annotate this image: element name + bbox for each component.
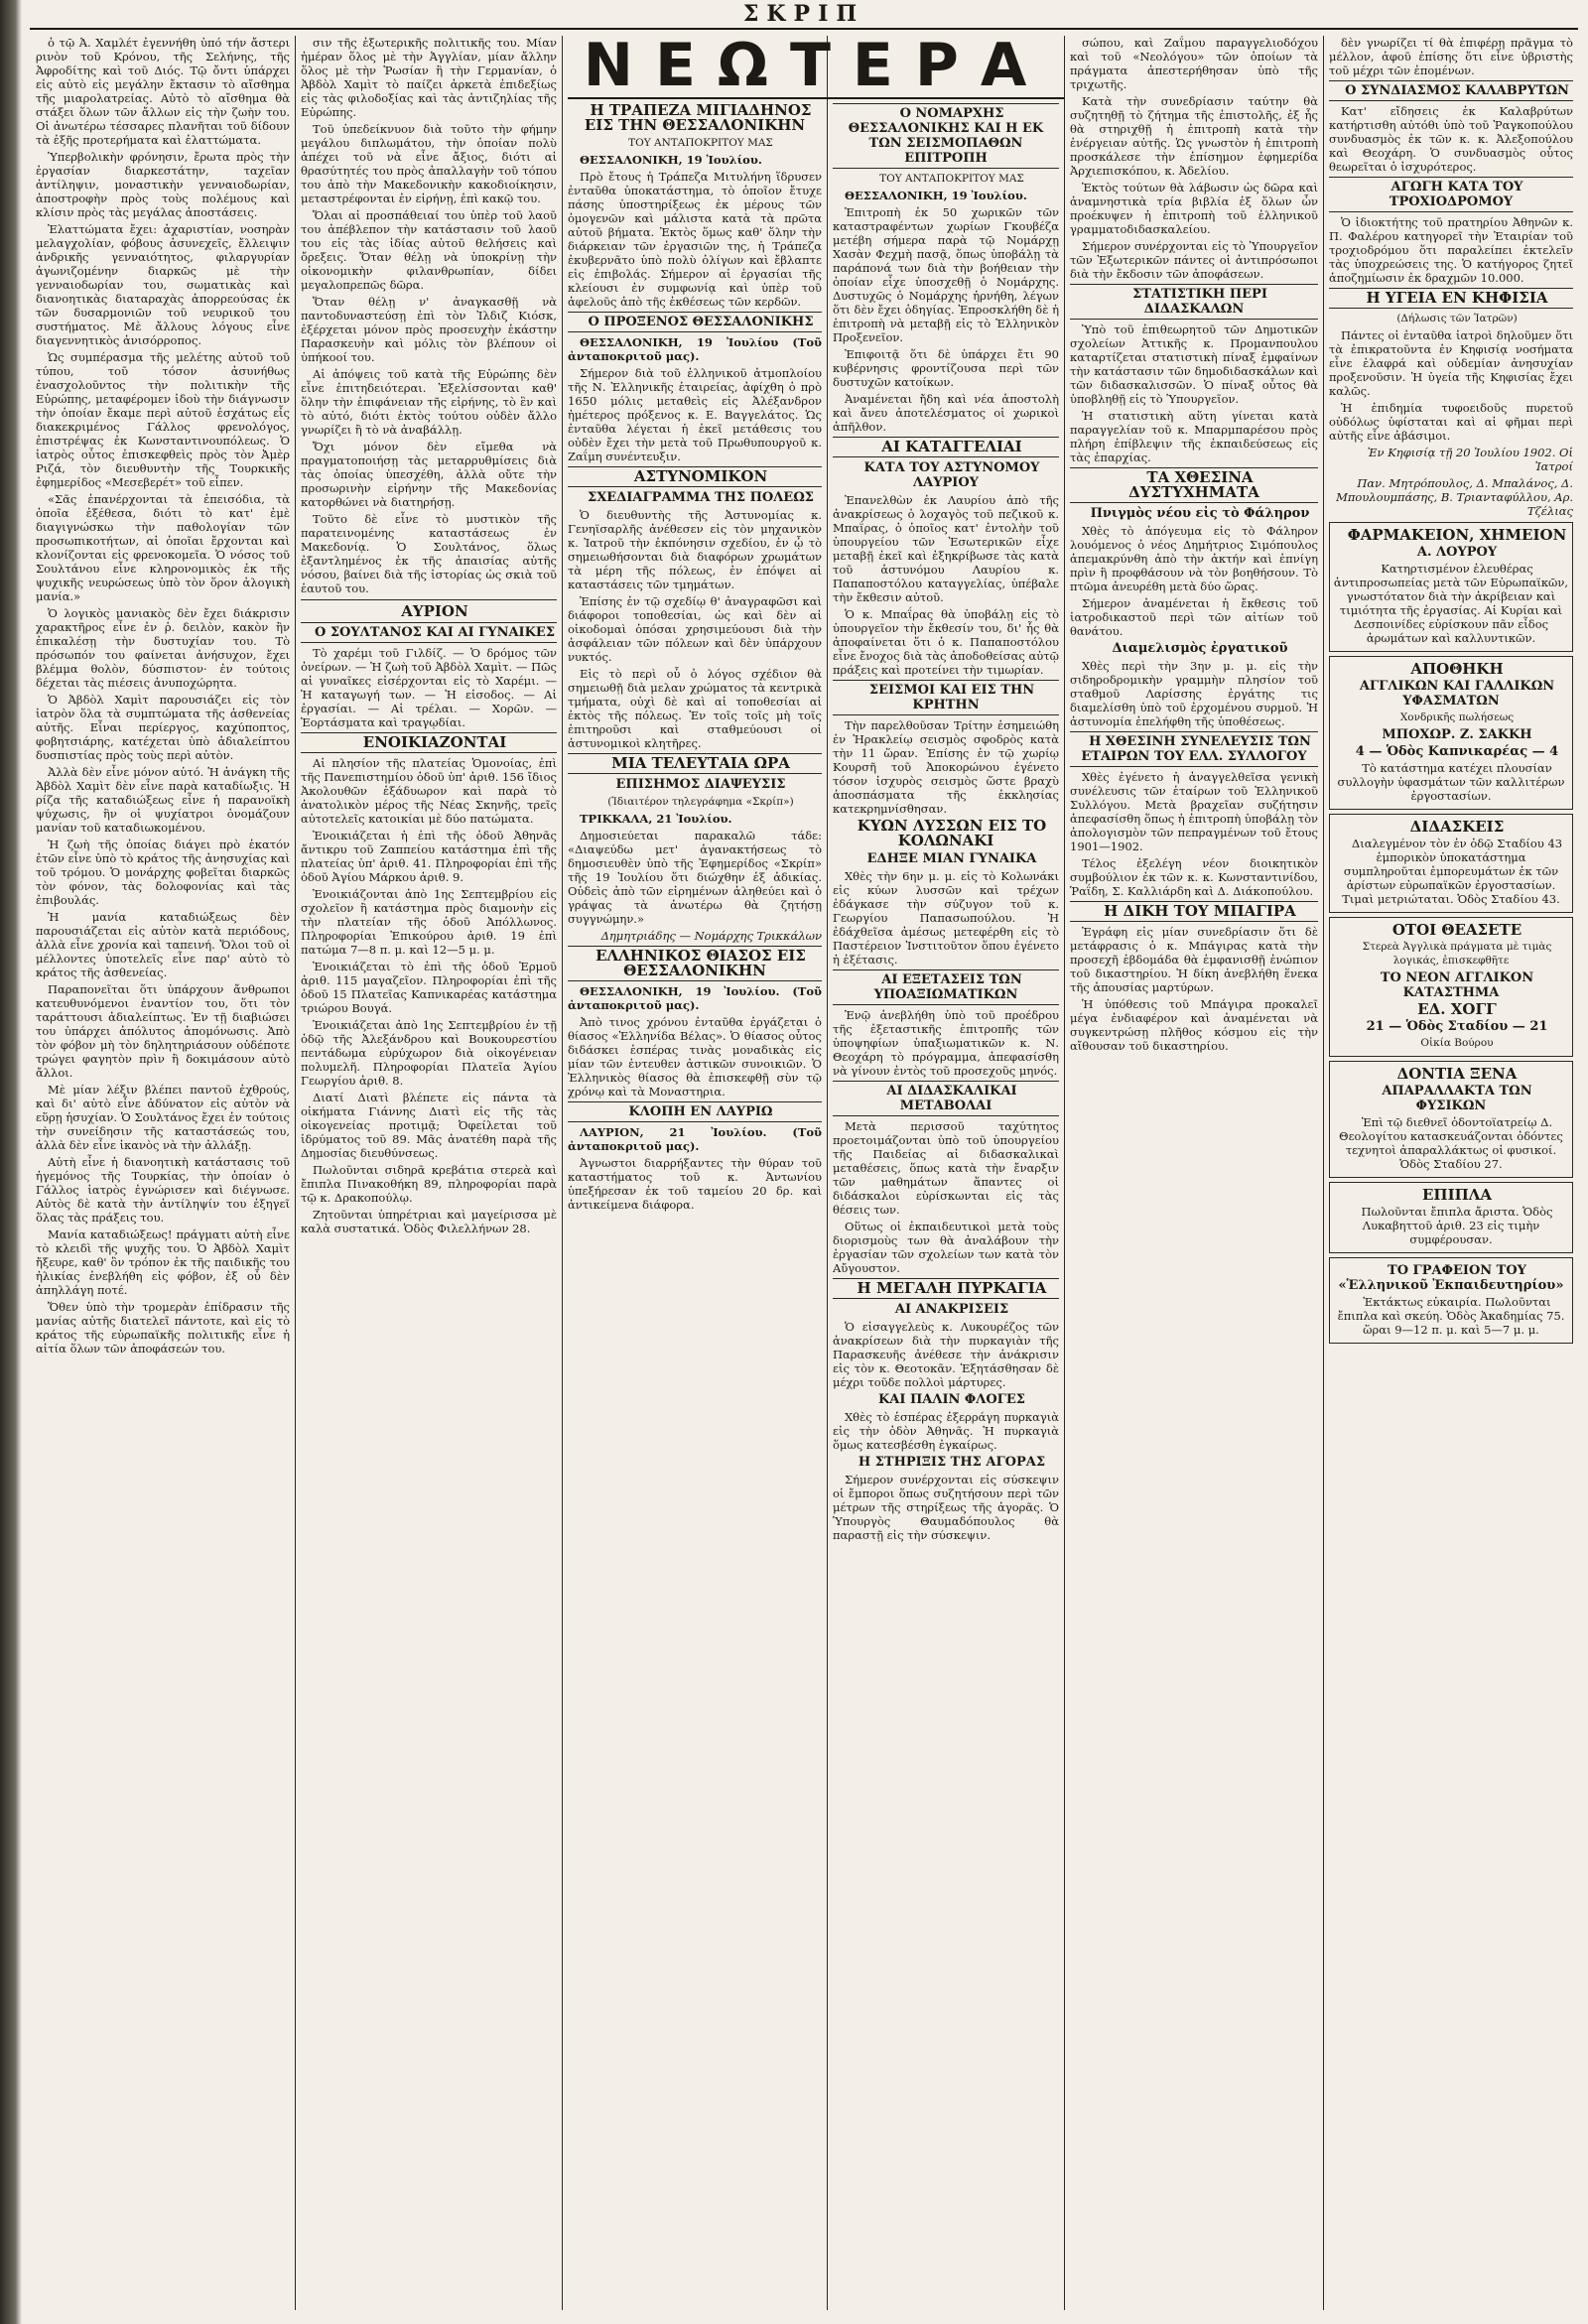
article-headline: Ο ΠΡΟΞΕΝΟΣ ΘΕΣΣΑΛΟΝΙΚΗΣ [568,312,822,332]
paragraph: Τὴν παρελθοῦσαν Τρίτην ἐσημειώθη ἐν Ἡρακλείῳ σεισμὸς σφοδρὸς κατὰ τὴν 11 ὥραν. Ἐπίσης ἐν τῷ χωρίῳ Κουρσῆ τοῦ Ἀποκορώνου ἐγένετο τόσον ἰσχυρὸς σεισμὸς ὥστε βραχὺ ἀποσπάσματα τῆς ἐκκλησίας κατεκρημνίσθησαν. [833,718,1059,816]
classified-ad: Ζητοῦνται ὑπηρέτριαι καὶ μαγείρισσα μὲ καλὰ συστατικά. Ὁδὸς Φιλελλήνων 28. [301,1208,557,1235]
paragraph: Χθὲς περὶ τὴν 3ην μ. μ. εἰς τὴν σιδηροδρομικὴν γραμμὴν πλησίον τοῦ σταθμοῦ Λαρίσσης ἐργάτης τις διαμελίσθη ὑπὸ τοῦ ἐρχομένου συρμοῦ. Ἡ ἀστυνομία ἐπελήφθη τῆς ὑποθέσεως. [1070,659,1318,728]
paragraph: Χθὲς τὸ ἀπόγευμα εἰς τὸ Φάληρον λουόμενος ὁ νέος Δημήτριος Σιμόπουλος ἀπεμακρύνθη ἀπὸ τὴν ἀκτήν καὶ ἐπνίγη πρὶν ἢ προφθάσουν νὰ τὸν βοηθήσουν. Τὸ πτῶμα ἀνευρέθη μετὰ δύο ὥρας. [1070,524,1318,593]
paragraph: Ἡ ὑπόθεσις τοῦ Μπάγιρα προκαλεῖ μέγα ἐνδιαφέρον καὶ ἀναμένεται νὰ συγκεντρώσῃ πλῆθος κόσμου εἰς τὴν αἴθουσαν τοῦ δικαστηρίου. [1070,997,1318,1053]
section-banner: ΝΕΩΤΕΡΑ [568,34,1064,99]
paragraph: Ἐπιτροπὴ ἐκ 50 χωρικῶν τῶν καταστραφέντων χωρίων Γκουβέζα μετέβη σήμερα παρὰ τῷ Νομάρχῃ Χασὰν Φεχμὴ πασᾷ, ὅπως ὑποβάλῃ τὰ παράπονά των διὰ τὴν βοήθειαν τὴν ὁποίαν εἶχε ὑποσχεθῇ ὁ Νομάρχης. Δυστυχῶς ὁ Νομάρχης ἠρνήθη, λέγων ὅτι δὲν ἔχει ὁδηγίας. Ἐπροσκλήθη δὲ ἡ ἐπιτροπὴ νὰ μεταβῇ εἰς τὸ Ἑλληνικὸν Προξενεῖον. [833,205,1059,344]
paragraph: σώπου, καὶ Ζαΐμου παραγγελιοδόχου καὶ τοῦ «Νεολόγου» τῶν ὁποίων τὰ πράγματα ἀπεστερήθησαν ὑπὸ τῆς τριχωτῆς. [1070,36,1318,91]
paragraph: Κατὰ τὴν συνεδρίασιν ταύτην θὰ συζητηθῇ τὸ ζήτημα τῆς ἐπιστολῆς, ἐξ ἧς θὰ στηριχθῇ ἡ ἐπιτροπὴ κατὰ τὴν ἐνέργειαν αὐτῆς. Ὡς γνωστὸν ἡ ἐπιτροπὴ προσκάλεσε τὴν ἐπίσημον ἐφημερίδα Ἀρχιεπισκόπου, κ. Ἀδελίου. [1070,94,1318,178]
advertisement-warehouse [1329,656,1573,810]
ad-name: ΜΠΟΧΩΡ. Ζ. ΣΑΚΚΗ [1382,727,1532,742]
paragraph: Ἐκτὸς τούτων θὰ λάβωσιν ὡς δῶρα καὶ ἀναμνηστικὰ τρία βιβλία ἐξ ὅλων ὧν προέκυψεν ἡ ἐπιτροπὴ τοῦ ἑλληνικοῦ γραμματοδιδασκαλείου. [1070,181,1318,236]
column-rule [295,36,296,2310]
article-headline: Η ΜΕΓΑΛΗ ΠΥΡΚΑΓΙΑ [833,1278,1059,1299]
paragraph: Κατ' εἴδησεις ἐκ Καλαβρύτων κατήρτισθη αὐτόθι ὑπὸ τοῦ Ῥαγκοπούλου συνδυασμὸς ἐκ τῶν κ. κ. Ἀλεξοπούλου καὶ Θεοχάρη. Ὁ συνδυασμὸς οὗτος θεωρεῖται ὁ ἰσχυρότερος. [1329,104,1573,174]
ad-text: Διαλεγμένον τὸν ἐν ὁδῷ Σταδίου 43 ἐμπορικὸν ὑποκατάστημα συμπληροῦται ἐμπορευμάτων ἐκ τῶν ἀρίστων εὐρωπαϊκῶν ἐργοστασίων. Τιμαὶ μετριώταται. Ὁδὸς Σταδίου 43. [1342,837,1563,906]
article-subheadline: (Δήλωσις τῶν Ἰατρῶν) [1396,313,1518,324]
paragraph: Πρὸ ἔτους ἡ Τράπεζα Μιτυλήνη ἵδρυσεν ἐνταῦθα ὑποκατάστημα, τὸ ὁποῖον ἔτυχε πάσης ὑποστηρίξεως ἐκ μέρους τῶν ὁμογενῶν καὶ μάλιστα κατὰ τὰ πρῶτα αὐτοῦ βήματα. Ἐκτὸς ὅμως καθ' ὅλην τὴν διάρκειαν τῶν ἐργασιῶν της, ἡ Τράπεζα ἐκυβερνᾶτο ὑπὸ πολὺ ὀλίγων καὶ ἔβλαπτε εἰς ἐπιβολάς. Σήμερον αἱ ἐργασίαι τῆς κλείουσι ἐν συμφωνίᾳ καὶ ὑπὲρ τοῦ ἀφελοῦς ἀπὸ τῆς ἐκθέσεως τῶν κερδῶν. [568,170,822,309]
paragraph: Εἰς τὸ περὶ οὗ ὁ λόγος σχέδιον θὰ σημειωθῇ διὰ μελαν χρώματος τὰ κεντρικὰ τμήματα, οὐχὶ δὲ καὶ αἱ τοποθεσίαι αἱ ἐκτὸς τῆς πόλεως. Ἐν τοῖς τοῖς μὴ τοῖς ἐπιτηροῦσι καὶ σταθμεύουσι οἱ ἀστυνομικοὶ κλητῆρες. [568,667,822,750]
ad-line: Οἰκία Βούρου [1420,1037,1494,1049]
column-4 [833,103,1059,2310]
article-byline: ΤΟΥ ΑΝΤΑΠΟΚΡΙΤΟΥ ΜΑΣ [628,137,773,149]
ad-text: Στερεὰ Ἀγγλικὰ πράγματα μὲ τιμὰς λογικάς, ἐπισκεφθῆτε [1362,941,1552,967]
paragraph: Ἀπὸ τινος χρόνου ἐνταῦθα ἐργάζεται ὁ θίασος «Ἑλληνίδα Βέλας». Ὁ θίασος οὗτος διδάσκει ἑσπέρας τινὰς μοναδικὰς εἰς μίαν τῶν ἐντευθεν ἀστικῶν συνοικιῶν. Ὁ Ἑλληνικὸς θίασος θὰ ἐπισκεφθῇ σὺν τῷ χρόνῳ καὶ τὰ Μοναστηρια. [568,1015,822,1098]
signature: Ἐν Κηφισίᾳ τῇ 20 Ἰουλίου 1902. Οἱ Ἰατροί [1367,446,1573,473]
ad-text: Κατηρτισμένον ἐλευθέρας ἀντιπροσωπείας μετὰ τῶν Εὐρωπαϊκῶν, γνωστότατον διὰ τὴν ἀκρίβειαν καὶ τιμιότητα τῆς ἐργασίας. Αἱ Κυρίαι καὶ Δεσποινίδες εὑρίσκουν πᾶν εἶδος ἀρωμάτων καὶ καλλυντικῶν. [1333,562,1569,645]
article-subheadline: Ο ΣΟΥΛΤΑΝΟΣ ΚΑΙ ΑΙ ΓΥΝΑΙΚΕΣ [301,622,557,643]
page-edge-shadow [0,0,22,2324]
article-headline: ΑΙ ΚΑΤΑΓΓΕΛΙΑΙ [833,437,1059,457]
article-headline: ΑΙ ΔΙΔΑΣΚΑΛΙΚΑΙ ΜΕΤΑΒΟΛΑΙ [833,1081,1059,1116]
article-headline: ΤΑ ΧΘΕΣΙΝΑ ΔΥΣΤΥΧΗΜΑΤΑ [1070,467,1318,503]
column-3 [568,103,822,2310]
dateline: ΘΕΣΣΑΛΟΝΙΚΗ, 19 Ἰουλίου (Τοῦ ἀνταποκριτοῦ μας). [568,335,822,363]
classified-ad: Ἐνοικιάζονται ἀπὸ 1ης Σεπτεμβρίου εἰς σχολεῖον ἢ κατάστημα πρὸς διαμονὴν εἰς τὴν πλατείαν τῆς ὁδοῦ Ἀπόλλωνος. Πληροφορίαι Ἐπικούρου ἀριθ. 19 ἐπὶ πατώμα 7—8 π. μ. καὶ 12—5 μ. μ. [301,887,557,957]
paragraph: Ἡ στατιστικὴ αὕτη γίνεται κατὰ παραγγελίαν τοῦ κ. Μπαρμπαρέσου πρὸς πλήρη ἐπίβλεψιν τῆς ἐκπαιδεύσεως εἰς τὰς ἐπαρχίας. [1070,409,1318,464]
paragraph: Τοῦτο δὲ εἶνε τὸ μυστικὸν τῆς παρατεινομένης καταστάσεως ἐν Μακεδονίᾳ. Ὁ Σουλτάνος, ὅλως ἐξαντλημένος ἐκ τῆς ἀπαισίας αὐτῆς νόσου, βαίνει διὰ τῆς ἱστορίας ὡς σκιὰ τοῦ ἑαυτοῦ του. [301,512,557,595]
ad-name: ΤΟ ΝΕΟΝ ΑΓΓΛΙΚΟΝ ΚΑΤΑΣΤΗΜΑ [1380,970,1534,1000]
paragraph: Αὐτὴ εἶνε ἡ διανοητικὴ κατάστασις τοῦ ἡγεμόνος τῆς Τουρκίας, τὴν ὁποίαν ὁ Γάλλος ἰατρὸς ἐγνώρισεν καὶ διέγνωσε. Αὐτὸς δὲ κατὰ τὴν ἀντίληψίν του ἐξηγεῖ ὅλας τὰς πράξεις του. [36,1155,290,1225]
article-subheadline: ΚΑΙ ΠΑΛΙΝ ΦΛΟΓΕΣ [878,1392,1025,1407]
advertisement-furniture [1329,1182,1573,1253]
ad-text: Πωλοῦνται ἔπιπλα ἄριστα. Ὁδὸς Λυκαβηττοῦ ἀριθ. 23 εἰς τιμὴν συμφέρουσαν. [1361,1205,1553,1246]
article-headline: ΜΙΑ ΤΕΛΕΥΤΑΙΑ ΩΡΑ [568,753,822,774]
article-headline: ΕΛΛΗΝΙΚΟΣ ΘΙΑΣΟΣ ΕΙΣ ΘΕΣΣΑΛΟΝΙΚΗΝ [568,946,822,981]
column-rule [1323,36,1324,2310]
article-headline: ΚΥΩΝ ΛΥΣΣΩΝ ΕΙΣ ΤΟ ΚΟΛΩΝΑΚΙ [857,817,1047,849]
dateline: ΛΑΥΡΙΟΝ, 21 Ἰουλίου. (Τοῦ ἀνταποκριτοῦ μας). [568,1125,822,1153]
paragraph: Ἀναμένεται ἤδη καὶ νέα ἀποστολὴ καὶ ἄνευ ἀποτελέσματος οἱ χωρικοὶ ἀπῆλθον. [833,392,1059,434]
paragraph: Μετὰ περισσοῦ ταχύτητος προετοιμάζονται ὑπὸ τοῦ ὑπουργείου τῆς Παιδείας αἱ διδασκαλικαὶ μεταθέσεις, ὅπως κατὰ τὴν ἔναρξιν τῶν μαθημάτων ἅπαντες οἱ διδάσκαλοι εὑρίσκωνται εἰς τὰς θέσεις των. [833,1119,1059,1217]
article-subheadline: ΕΔΗΞΕ ΜΙΑΝ ΓΥΝΑΙΚΑ [866,851,1037,866]
article-headline: ΣΤΑΤΙΣΤΙΚΗ ΠΕΡΙ ΔΙΔΑΣΚΑΛΩΝ [1070,284,1318,320]
paragraph: Τὸ χαρέμι τοῦ Γιλδίζ. — Ὁ δρόμος τῶν ὀνείρων. — Ἡ ζωὴ τοῦ Ἀβδὸλ Χαμὶτ. — Πῶς αἱ γυναῖκες εἰσέρχονται εἰς τὸ Χαρέμι. — Ἡ καταγωγή των. — Ἡ εἰσοδος. — Αἱ ἐργασίαι. — Αἱ τρέλαι. — Χορῶν. — Ἑορτάσματα καὶ τραγῳδίαι. [301,646,557,729]
paragraph: Ἐγράφη εἰς μίαν συνεδρίασιν ὅτι δὲ μετάφρασις ὁ κ. Μπάγιρας κατὰ τὴν προσεχῆ ἑβδομάδα θὰ ἐμφανισθῇ ἐνώπιον τοῦ δικαστηρίου. Ἡ δίκη ἀνεβλήθη ἕνεκα τῆς ἀπουσίας μαρτύρων. [1070,925,1318,994]
classified-ad: Αἱ πλησίον τῆς πλατείας Ὁμονοίας, ἐπὶ τῆς Πανεπιστημίου ὁδοῦ ὑπ' ἀριθ. 156 ἴδιος Ἀκολουθῶν ἑξάδυωρον καὶ παρὰ τὸ ἀνατολικὸν μέρος τῆς Νέας Σκηνῆς, τρεῖς αὐτοτελεῖς κατοικίαι μὲ δύο πατώματα. [301,756,557,826]
paragraph: Ὑπὸ τοῦ ἐπιθεωρητοῦ τῶν Δημοτικῶν σχολείων Ἀττικῆς κ. Προμανπουλου καταρτίζεται στατιστικὴ πίναξ ἐμφαίνων τὴν κατάστασιν τῶν δημοδιδασκάλων καὶ τῶν διδασκαλισσῶν. Ὁ πίναξ οὗτος θὰ ὑποβληθῇ εἰς τὸ Ὑπουργεῖον. [1070,323,1318,406]
article-headline: ΑΓΩΓΗ ΚΑΤΑ ΤΟΥ ΤΡΟΧΙΟΔΡΟΜΟΥ [1329,177,1573,212]
ad-owner: ΕΔ. ΧΟΓΓ [1417,1000,1497,1018]
article-byline: ΤΟΥ ΑΝΤΑΠΟΚΡΙΤΟΥ ΜΑΣ [879,173,1024,185]
ad-line: Χονδρικῆς πωλήσεως [1399,711,1515,723]
article-headline: Ο ΝΟΜΑΡΧΗΣ ΘΕΣΣΑΛΟΝΙΚΗΣ ΚΑΙ Η ΕΚ ΤΩΝ ΣΕΙΣΜΟΠΑΘΩΝ ΕΠΙΤΡΟΠΗ [833,103,1059,169]
paragraph: Τέλος ἐξελέγη νέον διοικητικὸν συμβούλιον ἐκ τῶν κ. κ. Κωνσταντινίδου, Ῥαΐδη, Σ. Καλλιάρδη καὶ Δ. Διάκοπούλου. [1070,856,1318,898]
article-subheadline: ΣΧΕΔΙΑΓΡΑΜΜΑ ΤΗΣ ΠΟΛΕΩΣ [588,490,814,505]
paragraph: Ἡ ἐπιδημία τυφοειδοῦς πυρετοῦ οὐδόλως ὑφίσταται καὶ αἱ φῆμαι περὶ αὐτῆς εἶνε ἀβάσιμοι. [1329,401,1573,443]
paragraph: Χθὲς τὸ ἑσπέρας ἐξερράγη πυρκαγιὰ εἰς τὴν ὁδὸν Ἀθηνᾶς. Ἡ πυρκαγιὰ ὅμως κατεσβέσθη ἐγκαίρως. [833,1410,1059,1452]
signature: Δημητριάδης — Νομάρχης Τρικκάλων [600,929,822,943]
paragraph: Ὅταν θέλῃ ν' ἀναγκασθῇ νὰ παντοδυναστεύσῃ ἐπὶ τὸν Ἰλδιζ Κιόσκ, ἐξέρχεται μόνον πρὸς προσευχὴν ἑκάστην Παρασκευὴν καὶ μόλις τὸν βλέπουν οἱ ὑπήκοοί του. [301,295,557,364]
article-headline: Η ΥΓΕΙΑ ΕΝ ΚΗΦΙΣΙΑ [1329,288,1573,309]
paragraph: Ἐπανελθὼν ἐκ Λαυρίου ἀπὸ τῆς ἀνακρίσεως ὁ λοχαγὸς τοῦ πεζικοῦ κ. Μπαΐρας, ὁ ὁποῖος κατ' ἐντολὴν τοῦ ὑπουργείου τῶν Ἐσωτερικῶν εἶχε μεταβῇ ἐκεῖ καὶ ἐξηκρίβωσε τὰς κατὰ τοῦ ἀστυνόμου Λαυρίου κ. Παπαποστόλου καταγγελίας, ὑπέβαλε τὴν ἔκθεσιν αὐτοῦ. [833,493,1059,604]
paragraph: Ἐλαττώματα ἔχει: ἀχαριστίαν, νοσηρὰν μελαγχολίαν, φόβους ἀσυνεχεῖς, ἔλλειψιν ἀνδρικῆς γενναιότητος, φιλαργυρίαν ἀγωνιζομένην διαρκῶς μὲ τὴν γενναιοδωρίαν του, σωματικὰς καὶ διανοητικὰς διαταραχὰς ἀπορρεούσας ἐκ τῶν δυσαρμονιῶν τοῦ νευρικοῦ του συστήματος. Μὲ ἄλλους λόγους εἶνε διαγεννητικὸς ἀνισόρροπος. [36,222,290,347]
paragraph: δὲν γνωρίζει τί θὰ ἐπιφέρῃ πρᾶγμα τὸ μέλλον, ἀφοῦ ἐπίσης ὅτι εἶνε ὑβριστὴς τοῦ μέχρι τῶν ἐπομένων. [1329,36,1573,77]
paragraph: Ὄχι μόνον δὲν εἴμεθα νὰ πραγματοποιήσῃ τὰς μεταρρυθμίσεις διὰ τὰς ὁποίας ὑπεσχέθη, ἀλλὰ οὔτε τὴν προσωρινὴν εἰρήνην τῆς Μακεδονίας κατορθώνει νὰ διατηρήσῃ. [301,440,557,509]
paragraph: Χθὲς τὴν 6ην μ. μ. εἰς τὸ Κολωνάκι εἰς κύων λυσσῶν καὶ τρέχων ἐδάγκασε τὴν σύζυγον τοῦ κ. Γεωργίου Παπασωπούλου. Ἡ ἐδάχθεῖσα ἀμέσως μετεφέρθη εἰς τὸ Παστέρειον Ἰνστιτοῦτον ὅπου ἐγένετο ἡ ἐξέτασις. [833,869,1059,967]
paragraph: σιν τῆς ἐξωτερικῆς πολιτικῆς του. Μίαν ἡμέραν ὅλος μὲ τὴν Ἀγγλίαν, μίαν ἄλλην ὅλος μὲ τὴν Ῥωσίαν ἢ τὴν Γερμανίαν, ὁ Ἀβδὸλ Χαμὶτ τὸ παίζει ἀρκετὰ ἐπιδεξίως εἰς τὰς φιλοδοξίας καὶ τὰς ἀντιζηλίας τῆς Εὐρώπης. [301,36,557,119]
paragraph: Ἀλλὰ δὲν εἶνε μόνον αὐτό. Ἡ ἀνάγκη τῆς Ἀβδὸλ Χαμὶτ δὲν εἶνε παρὰ καταδίωξις. Ἡ ρίζα τῆς καταδιώξεως εἶνε ἡ παρανοϊκὴ ψύχωσις, ἣν οἱ ψυχίατροι ὀνομάζουν μανίαν τοῦ καταδιωκομένου. [36,765,290,835]
article-subheadline: ΚΑΤΑ ΤΟΥ ΑΣΤΥΝΟΜΟΥ ΛΑΥΡΙΟΥ [863,460,1040,490]
article-subheadline: ΕΠΙΣΗΜΟΣ ΔΙΑΨΕΥΣΙΣ [615,777,786,792]
classified-ad: Διατί Διατὶ βλέπετε εἰς πάντα τὰ οἰκήματα Γιάννης Διατὶ εἰς τῆς τὰς οἰκογενείας προτιμᾷ; Ὀφείλεται τοῦ ἱδρύματος τοῦ 89. Μᾶς ἀνατέθη παρὰ τῆς Δημοσίας διευθύνσεως. [301,1091,557,1160]
column-rule [1064,36,1065,2310]
ad-title: ΔΙΔΑΣΚΕΙΣ [1409,818,1505,836]
paragraph: Χθὲς ἐγένετο ἡ ἀναγγελθεῖσα γενικὴ συνέλευσις τῶν ἑταίρων τοῦ Ἑλληνικοῦ Συλλόγου. Μετὰ βραχεῖαν συζήτησιν ἀπεφασίσθη ὅπως ἡ ἐπιτροπὴ ὑποβάλῃ τὸν ἀπολογισμὸν τῶν πεπραγμένων τοῦ ἔτους 1901—1902. [1070,770,1318,853]
ad-title: ΔΟΝΤΙΑ ΞΕΝΑ [1396,1065,1518,1083]
ad-subtitle: ΑΠΑΡΑΛΛΑΚΤΑ ΤΩΝ ΦΥΣΙΚΩΝ [1382,1084,1532,1113]
ad-title: ΑΠΟΘΗΚΗ [1410,660,1504,678]
advertisement-pharmacy [1329,522,1573,652]
classified-ad: Ἐνοικιάζεται ἡ ἐπὶ τῆς ὁδοῦ Ἀθηνᾶς ἄντικρυ τοῦ Ζαππείου κατάστημα ἐπὶ τῆς πλατείας ὑπ' ἀριθ. 41. Πληροφορίαι ἐπὶ τῆς ὁδοῦ Ἀγίου Μάρκου ἀριθ. 9. [301,829,557,884]
classified-ad: Πωλοῦνται σιδηρᾶ κρεβάτια στερεὰ καὶ ἔπιπλα Πινακοθήκη 89, πληροφορίαι παρὰ τῷ κ. Δρακοπούλῳ. [301,1163,557,1205]
ad-title: ΕΠΙΠΛΑ [1421,1186,1493,1204]
advertisement-dentist [1329,1061,1573,1178]
divider [301,599,557,600]
paragraph: Ἀγνωστοι διαρρήξαντες τὴν θύραν τοῦ καταστήματος τοῦ κ. Ἀντωνίου ὑπεξήρεσαν ἐκ τοῦ ταμείου 20 δρ. καὶ ἀντικείμενα διάφορα. [568,1156,822,1212]
dateline: ΘΕΣΣΑΛΟΝΙΚΗ, 19 Ἰουλίου. [580,153,762,167]
paragraph: Ὁ κ. Μπαΐρας θὰ ὑποβάλῃ εἰς τὸ ὑπουργεῖον τὴν ἔκθεσίν του, δι' ἧς θὰ ἀποφαίνεται ὅτι ὁ κ. Παπαποστόλου εἶνε ἔνοχος διὰ τὰς ἀποδοθείσας αὐτῷ πράξεις καὶ προτείνει τὴν τιμωρίαν. [833,607,1059,677]
signature: Παν. Μητρόπουλος, Δ. Μπαλάνος, Δ. Μπουλουμπάσης, Β. Τριανταφύλλου, Αρ. Τζέλιας [1336,476,1573,518]
article-headline: Η ΧΘΕΣΙΝΗ ΣΥΝΕΛΕΥΣΙΣ ΤΩΝ ΕΤΑΙΡΩΝ ΤΟΥ ΕΛΛ. ΣΥΛΛΟΓΟΥ [1070,731,1318,767]
article-headline: ΑΣΤΥΝΟΜΙΚΟΝ [568,466,822,487]
paragraph: Σήμερον συνέρχονται εἰς τὸ Ὑπουργεῖον τῶν Ἐξωτερικῶν πάντες οἱ ἀντιπρόσωποι διὰ τὴν ἔκδοσιν τῶν ἀποφάσεων. [1070,239,1318,281]
article-headline: ΑΙ ΕΞΕΤΑΣΕΙΣ ΤΩΝ ΥΠΟΑΞΙΩΜΑΤΙΚΩΝ [833,969,1059,1005]
column-rule [562,36,563,2310]
article-headline: ΣΕΙΣΜΟΙ ΚΑΙ ΕΙΣ ΤΗΝ ΚΡΗΤΗΝ [833,680,1059,715]
column-rule [827,36,828,2310]
ad-title: ΤΟ ΓΡΑΦΕΙΟΝ ΤΟΥ «Ἑλληνικοῦ Ἐκπαιδευτηρίου» [1338,1263,1564,1293]
article-byline: (Ἰδιαιτέρον τηλεγράφημα «Σκρίπ») [607,796,794,808]
paragraph: Ἐπιφοιτᾷ ὅτι δὲ ὑπάρχει ἔτι 90 κυβέρνησις φροντίζουσα περὶ τῶν δυστυχῶν κατοίκων. [833,347,1059,389]
paragraph: Ὁ εἰσαγγελεὺς κ. Λυκουρέζος τῶν ἀνακρίσεων διὰ τὴν πυρκαγιὰν τῆς Παρασκευῆς ἀνέθεσε τὴν ἀνάκρισιν εἰς τὸν κ. Θεοτοκᾶν. Ἐξητάσθησαν δὲ μέχρι τοῦδε πολλοὶ μάρτυρες. [833,1320,1059,1389]
paragraph: Ἡ ζωὴ τῆς ὁποίας διάγει πρὸ ἑκατόν ἐτῶν εἶνε ὑπὸ τὸ κράτος τῆς ἀνησυχίας καὶ τοῦ τρόμου. Ὁ μονάρχης φοβεῖται διαρκῶς τὸν φόνον, τὰς δολοφονίας καὶ τὰς ἐπιβουλάς. [36,838,290,907]
paragraph: Ὁ διευθυντὴς τῆς Ἀστυνομίας κ. Γενηϊσαρλῆς ἀνέθεσεν εἰς τὸν μηχανικὸν κ. Ἰατροῦ τὴν ἐκπόνησιν σχεδίου, ἐν ᾧ τὸ σημειωθήσονται διὰ διαφόρων χρωμάτων τὰ μέρη τῆς πόλεως, ἐν ἐπόψει αἱ καταστάσεις τῶν τμημάτων. [568,508,822,591]
paragraph: Ἐνῷ ἀνεβλήθη ὑπὸ τοῦ προέδρου τῆς ἐξεταστικῆς ἐπιτροπῆς τῶν ὑποψηφίων ὑπαξιωματικῶν κ. Ν. Θεοχάρη τὸ πρόγραμμα, ἀπεφασίσθη νὰ γίνουν ἐντὸς τοῦ προσεχοῦς μηνός. [833,1008,1059,1078]
article-subheadline: Η ΣΤΗΡΙΞΙΣ ΤΗΣ ΑΓΟΡΑΣ [858,1455,1046,1470]
ad-address: 4 — Ὁδὸς Καπνικαρέας — 4 [1355,744,1559,759]
advertisement-notice [1329,814,1573,913]
paragraph: Οὕτως οἱ ἐκπαιδευτικοὶ μετὰ τοὺς διορισμοὺς των θὰ ἀναλάβουν τὴν ἐργασίαν τῶν σχολείων των κατὰ τὸν Αὔγουστον. [833,1220,1059,1275]
dateline: ΘΕΣΣΑΛΟΝΙΚΗ, 19 Ἰουλίου. [845,189,1027,202]
paragraph: Ὁ ἰδιοκτήτης τοῦ πρατηρίου Ἀθηνῶν κ. Π. Φαλέρου κατηγορεῖ τὴν Ἑταιρίαν τοῦ τροχιοδρόμου ὅτι παραλείπει ἐκτελεῖν τὰς ὑποχρεώσεις της. Ὁ κατήγορος ζητεῖ ἀποζημίωσιν ἐκ δραχμῶν 10.000. [1329,215,1573,285]
classified-ad: Ἐνοικιάζεται ἀπὸ 1ης Σεπτεμβρίου ἐν τῇ ὁδῷ τῆς Ἀλεξάνδρου καὶ Βουκουρεστίου πεντάδωμα εὐρύχωρον διὰ οἰκογένειαν πολυμελῆ. Πληροφορίαι Πλατεῖα Ἁγίου Γεωργίου ἀριθ. 8. [301,1018,557,1088]
paragraph: Σήμερον συνέρχονται εἰς σύσκεψιν οἱ ἔμποροι ὅπως συζητήσουν περὶ τῶν μέτρων τῆς στηρίξεως τῆς ἀγορᾶς. Ὁ Ὑπουργὸς Θαυμαδόπουλος θὰ παραστῇ εἰς τὴν σύσκεψιν. [833,1473,1059,1542]
paragraph: Ὅλαι αἱ προσπάθειαί του ὑπὲρ τοῦ λαοῦ του ἀπέβλεπον τὴν κατάστασιν τοῦ λαοῦ του εἰς τὰς ἰδίας αὐτοῦ θελήσεις καὶ ὄρεξεις. Ὅταν θέλῃ νὰ ὑποκρίνῃ τὴν οἰκονομικὴν φιλανθρωπίαν, δίδει μεγαλοπρεπῶς δῶρα. [301,208,557,292]
classified-ad: Ἐνοικιάζεται τὸ ἐπὶ τῆς ὁδοῦ Ἑρμοῦ ἀριθ. 115 μαγαζεῖον. Πληροφορίαι ἐπὶ τῆς ὁδοῦ 15 Πλατεῖας Καπνικαρέας κατάστημα τριώρου Βουγά. [301,960,557,1015]
paragraph: Ἐπίσης ἐν τῷ σχεδίῳ θ' ἀναγραφῶσι καὶ διάφοροι τοποθεσίαι, ὡς καὶ δὲν αἱ οἰκοδομαὶ ὁπόσαι χρησιμεύουσι διὰ τὴν ἀσφάλειαν τῶν πόλεων καὶ δὲν ὑπάρχουν νυκτός. [568,594,822,664]
paragraph: Μανία καταδιώξεως! πράγματι αὐτὴ εἶνε τὸ κλειδὶ τῆς ψυχῆς του. Ὁ Ἀβδὸλ Χαμὶτ ἤξευρε, καθ' ὃν τρόπον ἐκ τῆς παιδικῆς του ἡλικίας ἐνεβλήθη εἰς φόβον, ἐξ οὗ δὲν ἀπηλλάγη ποτέ. [36,1227,290,1297]
article-headline: Ο ΣΥΝΔΙΑΣΜΟΣ ΚΑΛΑΒΡΥΤΩΝ [1329,80,1573,101]
article-headline: Η ΔΙΚΗ ΤΟΥ ΜΠΑΓΙΡΑ [1070,901,1318,922]
paragraph: Ὁ λογικὸς μανιακὸς δὲν ἔχει διάκρισιν χαρακτῆρος εἶνε ἐν ῥ. δειλὸν, κακὸν ἢν ἐπικαλέσῃ τὴν δυστυχίαν του. Τὸ πρόσωπόν του φαίνεται ἀνήσυχον, ἔχει βλέμμα θολὸν, δύσπιστον· ἐν τούτοις δέχεται τὰς πιέσεις ἀνυποχώρητα. [36,606,290,690]
paragraph: Τοῦ ὑπεδείκνυον διὰ τοῦτο τὴν φήμην μεγάλου διπλωμάτου, τὴν ὁποίαν πολὺ ἀπέχει τοῦ νὰ εἶνε ἄξιος, διότι αἱ θρασύτητές του πρὸς ἀπαλλαγὴν τοῦ τόπου του ἀπὸ τὴν Μακεδονικὴν κακοδιοίκησιν, μεταστρέφονται ἐν εἰρήνῃ, ἐπὶ κακῷ του. [301,122,557,205]
dateline: ΘΕΣΣΑΛΟΝΙΚΗ, 19 Ἰουλίου. (Τοῦ ἀνταποκριτοῦ μας). [568,984,822,1012]
column-5 [1070,36,1318,2310]
column-6 [1329,36,1573,2310]
paragraph: Σήμερον ἀναμένεται ἡ ἔκθεσις τοῦ ἰατροδικαστοῦ περὶ τῶν αἰτίων τοῦ θανάτου. [1070,596,1318,638]
paragraph: Παραπονεῖται ὅτι ὑπάρχουν ἄνθρωποι κατευθυνόμενοι ἐναντίον του, ὅτι τὸν ταράττουσι ἀδιαλείπτως. Ἐν τῇ διαβιώσει του ὑπάρχει ἀπόλυτος ἀπομόνωσις. Ἀπὸ τὸν φόβον μὴ τὸν δηλητηριάσουν οὐδέποτε τρώγει φαγητὸν πρὶν ἢ δοκιμάσουν αὐτὸ ἄλλοι. [36,982,290,1080]
paragraph: Μὲ μίαν λέξιν βλέπει παντοῦ ἐχθρούς, καὶ δι' αὐτὸ εἶνε ἀδύνατον εἰς αὐτὸν νὰ εὕρῃ ἡσυχίαν. Ὁ Σουλτάνος ἔχει ἐν τούτοις τὴν συνείδησιν τῆς καταστάσεώς του, ἀλλὰ δὲν εἶνε ἱκανὸς νὰ τὴν ἀλλάξῃ. [36,1083,290,1152]
ad-title: ΦΑΡΜΑΚΕΙΟΝ, ΧΗΜΕΙΟΝ [1347,526,1567,544]
paragraph: ὁ τῷ Ἀ. Χαμλέτ ἐγεννήθη ὑπό τήν ἄστερι ρινὸν τοῦ Κρόνου, τῆς Σελήνης, τῆς Ἀφροδίτης καὶ τοῦ Διός. Τῷ ὄντι ὑπάρχει εἰς αὐτὸ εἰς μεγάλην ἔκτασιν τὸ αἴσθημα τῆς μιαρολατρείας. Αὐτὸ τὸ αἴσθημα θὰ στάξει ὅλων τῶν ἄλλων εἰς τὴν ζωὴν του. Οἱ ἀνωτέρω τέσσαρες πλανῆται τοῦ δίδουν τὰ ἐξῆς προτερήματα καὶ ἐλαττώματα. [36,36,290,147]
ad-title: ΟΤΟΙ ΘΕΑΣΕΤΕ [1391,921,1522,939]
article-subheadline: Διαμελισμὸς ἐργατικοῦ [1112,641,1288,656]
paragraph: Ἡ μανία καταδιώξεως δὲν παρουσιάζεται εἰς αὐτὸν κατὰ περιόδους, ἀλλὰ εἶνε χρονία καὶ ταπεινή. Ὅλοι τοῦ οἱ μέλλοντες ὑποτελεῖς εἶνε παρ' αὐτὸ τὸ κράτος τῆς ἀσθενείας. [36,910,290,979]
article-subheadline: Πνιγμὸς νέου εἰς τὸ Φάληρον [1090,506,1310,521]
paragraph: Πάντες οἱ ἐνταῦθα ἰατροὶ δηλοῦμεν ὅτι τὰ ἐπικρατοῦντα ἐν Κηφισίᾳ νοσήματα εἶνε ἐλαφρά καὶ οὐδεμίαν ἀνησυχίαν προξενοῦσιν. Ἡ ὑγεία τῆς Κηφισίας ἔχει καλῶς. [1329,328,1573,398]
ad-name: Α. ΛΟΥΡΟΥ [1416,545,1498,560]
ad-address: 21 — Ὁδὸς Σταδίου — 21 [1366,1019,1548,1034]
paragraph: Δημοσιεύεται παρακαλῶ τάδε: «Διαψεύδω μετ' ἀγανακτήσεως τὸ δημοσιευθὲν ὑπὸ τῆς Ἐφημερίδος «Σκρίπ» τῆς 19 Ἰουλίου ὅτι διώχθην ἐξ ἀδικίας. Οὐδεὶς ἀπὸ τῶν εἰρημένων ἀληθεύει καὶ ὁ γράψας τὰ ἀνωτέρω θὰ ζητήσῃ συγγνώμην.» [568,829,822,926]
paragraph: Αἱ ἀπόψεις τοῦ κατὰ τῆς Εὐρώπης δὲν εἶνε ἐπιτηδειότεραι. Ἐξελίσσονται καθ' ὅλην τὴν ἐπιφάνειαν τῆς εἰρήνης, τὸ ἓν καὶ τὸ αὐτό, διότι ἐκτὸς τούτου οὐδὲν ἄλλο γνωρίζει ἢ τὸ νὰ ἀναβάλλῃ. [301,367,557,437]
article-headline: Η ΤΡΑΠΕΖΑ ΜΙΓΙΑΔΗΝΟΣ ΕΙΣ ΤΗΝ ΘΕΣΣΑΛΟΝΙΚΗΝ [584,103,812,134]
advertisement-english-shop [1329,917,1573,1057]
article-subheadline: ΑΙ ΑΝΑΚΡΙΣΕΙΣ [894,1302,1009,1317]
ad-text: Ἐπὶ τῷ διεθνεῖ ὀδοντοϊατρείῳ Δ. Θεολογίτου κατασκευάζονται ὀδόντες τεχνητοὶ ἀπαραλλάκτως οἱ φυσικοί. Ὁδὸς Σταδίου 27. [1339,1115,1563,1171]
ad-subtitle: ΑΓΓΛΙΚΩΝ ΚΑΙ ΓΑΛΛΙΚΩΝ ΥΦΑΣΜΑΤΩΝ [1359,679,1555,709]
paragraph: «Σᾶς ἐπανέρχονται τὰ ἐπεισόδια, τὰ ὁποῖα ἐξέθεσα, διότι τὸ κατ' ἐμὲ διαγιγνώσκω τὴν παθολογίαν τῶν προσωπικοτήτων, αἱ ὁποῖαι ἔρχονται καὶ κλονίζονται εἰς φρενοκομεῖα. Ὁ νόσος τοῦ Σουλτάνου εἶνε κληρονομικὸς ἐκ τῆς ψυχικῆς νευρώσεως ὑπὸ τὸν ὅρον ἀλογικὴ μανία.» [36,492,290,603]
paragraph: Ὁ Ἀβδὸλ Χαμὶτ παρουσιάζει εἰς τὸν ἰατρὸν ὅλα τὰ συμπτώματα τῆς ἀσθενείας αὐτῆς. Εἶναι περίεργος, καχύποπτος, φοβητσιάρης, κατέχεται ὑπὸ ἀδιαλείπτου δυσπιστίας πρὸς τοὺς περὶ αὐτὸν. [36,693,290,762]
paragraph: Ὡς συμπέρασμα τῆς μελέτης αὐτοῦ τοῦ τύπου, τοῦ τόσον ἀσυνήθως ἐνασχολοῦντος τὴν πολιτικὴν τῆς Εὐρώπης, μεταφέρομεν ἰδοὺ τὴν διάγνωσιν τὴν ὁποίαν ἔκαμε περὶ αὐτοῦ ἐσχάτως εἷς διακεκριμένος Γάλλος φρενολόγος, ἐπιστρέψας ἐκ Κωνσταντινουπόλεως. Ὁ ἰατρὸς οὗτος ἐπισκεφθεὶς πρὸς τὸν Ἀμὲρ Ριζά, τὸν διευθυντὴν τῆς Τουρκικῆς ἐφημερίδος «Μεσεβερέτ» τοῦ εἶπεν. [36,350,290,489]
paragraph: Ὑπερβολικὴν φρόνησιν, ἔρωτα πρὸς τὴν ἐργασίαν διαρκεστάτην, ταχεῖαν ἀντίληψιν, μοναστικὴν γενναιοδωρίαν, ἀποστροφὴν πρὸς τοὺς πολέμους καὶ κλίσιν πρὸς τὰς μεγάλας ἀποστάσεις. [36,150,290,219]
dateline: ΤΡΙΚΚΑΛΑ, 21 Ἰουλίου. [580,812,732,826]
article-headline: ΑΥΡΙΟΝ [401,602,468,620]
article-headline: ΕΝΟΙΚΙΑΖΟΝΤΑΙ [301,732,557,753]
ad-text: Τὸ κατάστημα κατέχει πλουσίαν συλλογὴν ὑφασμάτων τῶν καλλιτέρων ἐργοστασίων. [1337,761,1565,803]
ad-text: Ἐκτάκτως εὐκαιρία. Πωλοῦνται ἔπιπλα καὶ σκεύη. Ὁδὸς Ἀκαδημίας 75. ὥραι 9—12 π. μ. καὶ 5—7 μ. μ. [1337,1295,1565,1337]
paragraph: Σήμερον διὰ τοῦ ἑλληνικοῦ ἀτμοπλοίου τῆς Ν. Ἑλληνικῆς ἑταιρείας, ἀφίχθη ὁ πρὸ 1650 μόλις μεταθεὶς εἰς Ἀλέξανδρον ἡμέτερος πρόξενος κ. Ε. Βαγγελάτος. Ὡς ἐνταῦθα λέγεται ἡ ἐκεῖ μετάθεσις του οὐδὲν ἔχει τὴν μετὰ τοῦ Πρωθυπουργοῦ κ. Ζαΐμη συνέντευξιν. [568,366,822,463]
masthead: ΣΚΡΙΠ [30,0,1578,30]
column-2 [301,36,557,2310]
paragraph: Ὅθεν ὑπὸ τὴν τρομερὰν ἐπίδρασιν τῆς μανίας αὐτῆς διατελεῖ πάντοτε, καὶ εἰς τὸ κράτος τῆς εὐρωπαϊκῆς πολιτικῆς εἶνε ἡ αἰτία ὅλων τῶν ἀποφάσεών του. [36,1300,290,1356]
article-headline: ΚΛΟΠΗ ΕΝ ΛΑΥΡΙΩ [568,1101,822,1122]
advertisement-office [1329,1257,1573,1344]
column-1 [36,36,290,2310]
